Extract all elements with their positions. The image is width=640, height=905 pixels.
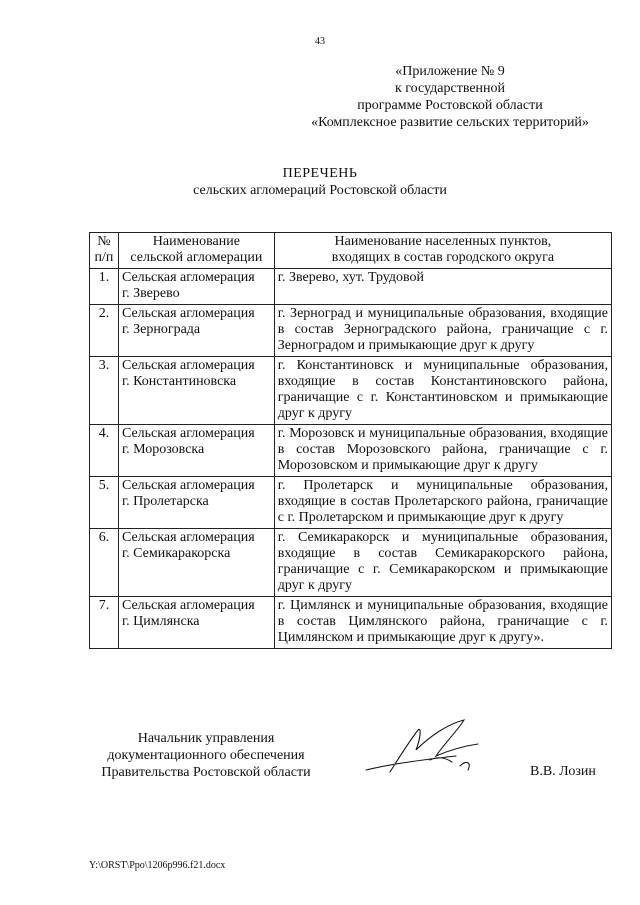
table-row	[90, 269, 612, 305]
settlements-list: г. Пролетарск и муниципальные образования, входящие в состав Пролетарского района, граничащие с г. Пролетарском и примыкающие друг к другу	[274, 477, 611, 529]
handwritten-signature	[360, 716, 510, 780]
agglomeration-table	[89, 232, 612, 649]
appendix-line: «Приложение № 9	[395, 64, 505, 79]
document-title: ПЕРЕЧЕНЬ	[282, 166, 358, 181]
agglomeration-name: Сельская агломерация г. Морозовска	[118, 425, 274, 477]
appendix-line: программе Ростовской области	[357, 98, 543, 113]
agglomeration-name: Сельская агломерация г. Пролетарска	[118, 477, 274, 529]
row-number: 7.	[90, 597, 119, 649]
header-settlements: Наименование населенных пунктов, входящих в состав городского округа	[274, 233, 611, 269]
row-number: 4.	[90, 425, 119, 477]
signatory-name: В.В. Лозин	[530, 764, 596, 779]
row-number: 5.	[90, 477, 119, 529]
table-row	[90, 425, 612, 477]
table-row	[90, 305, 612, 357]
settlements-list: г. Цимлянск и муниципальные образования, входящие в состав Цимлянского района, граничащие с г. Цимлянском и примыкающие друг к другу».	[274, 597, 611, 649]
row-number: 3.	[90, 357, 119, 425]
appendix-header	[285, 63, 615, 131]
table-row	[90, 529, 612, 597]
row-number: 1.	[90, 269, 119, 305]
settlements-list: г. Зверево, хут. Трудовой	[274, 269, 611, 305]
settlements-list: г. Семикаракорск и муниципальные образования, входящие в состав Семикаракорского района, граничащие с г. Семикаракорском и примыкающие друг к другу	[274, 529, 611, 597]
signatory-position-line: документационного обеспечения	[107, 748, 305, 763]
page-number: 43	[315, 36, 325, 47]
signatory-position-line: Начальник управления	[137, 731, 275, 746]
agglomeration-name: Сельская агломерация г. Зернограда	[118, 305, 274, 357]
signatory-position	[86, 730, 326, 781]
appendix-line: к государственной	[394, 81, 506, 96]
settlements-list: г. Морозовск и муниципальные образования, входящие в состав Морозовского района, граничащие с г. Морозовском и примыкающие друг к другу	[274, 425, 611, 477]
appendix-line: «Комплексное развитие сельских территорий»	[311, 115, 589, 130]
table-row	[90, 477, 612, 529]
agglomeration-name: Сельская агломерация г. Зверево	[118, 269, 274, 305]
document-heading	[0, 165, 640, 199]
row-number: 2.	[90, 305, 119, 357]
settlements-list: г. Зерноград и муниципальные образования, входящие в состав Зерноградского района, граничащие с г. Зерноградом и примыкающие друг к другу	[274, 305, 611, 357]
table-header-row	[90, 233, 612, 269]
header-number: № п/п	[90, 233, 119, 269]
agglomeration-name: Сельская агломерация г. Константиновска	[118, 357, 274, 425]
file-path: Y:\ORST\Ppo\1206p996.f21.docx	[89, 860, 226, 871]
row-number: 6.	[90, 529, 119, 597]
table-row	[90, 357, 612, 425]
agglomeration-name: Сельская агломерация г. Цимлянска	[118, 597, 274, 649]
settlements-list: г. Константиновск и муниципальные образования, входящие в состав Константиновского района, граничащие с г. Константиновском и примыкающие друг к другу	[274, 357, 611, 425]
table-row	[90, 597, 612, 649]
document-subtitle: сельских агломераций Ростовской области	[193, 183, 447, 198]
signature-block	[0, 730, 640, 800]
agglomeration-name: Сельская агломерация г. Семикаракорска	[118, 529, 274, 597]
header-agglomeration-name: Наименование сельской агломерации	[118, 233, 274, 269]
signatory-position-line: Правительства Ростовской области	[101, 765, 311, 780]
